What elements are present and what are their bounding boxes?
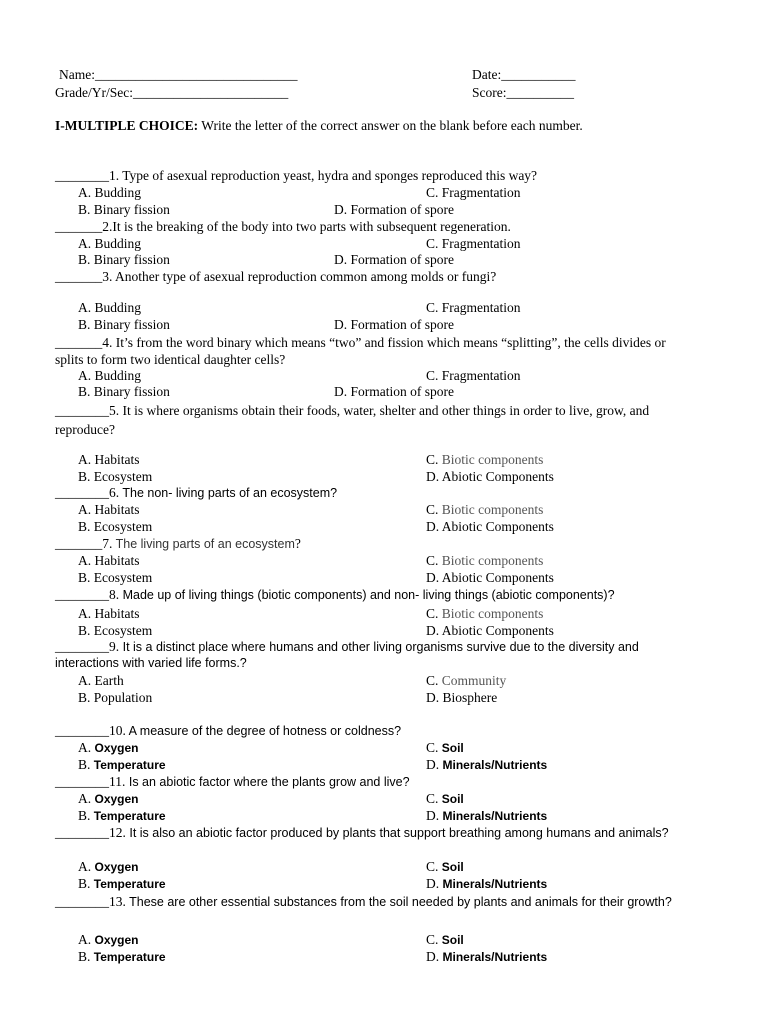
- q1-option-c[interactable]: C. Fragmentation: [426, 185, 521, 200]
- q9-option-b[interactable]: B. Population: [78, 690, 153, 705]
- q12-option-a[interactable]: A. Oxygen: [78, 859, 139, 874]
- q2-option-c[interactable]: C. Fragmentation: [426, 236, 521, 251]
- question-11-stem: ________11. Is an abiotic factor where the plants grow and live?: [55, 774, 410, 789]
- q12-option-d[interactable]: D. Minerals/Nutrients: [426, 876, 548, 891]
- score-blank[interactable]: __________: [506, 85, 574, 100]
- name-blank[interactable]: ______________________________: [95, 67, 298, 82]
- q9-option-d[interactable]: D. Biosphere: [426, 690, 498, 705]
- question-9-stem: ________9. It is a distinct place where humans and other living organisms survive due to the diversity and interactions with varied life forms.?: [55, 639, 639, 670]
- q9-option-a[interactable]: A. Earth: [78, 673, 124, 688]
- instructions: [55, 118, 583, 134]
- question-8-stem: ________8. Made up of living things (biotic components) and non- living things (abiotic components)?: [55, 587, 615, 602]
- q8-option-d[interactable]: D. Abiotic Components: [426, 623, 554, 638]
- q8-option-b[interactable]: B. Ecosystem: [78, 623, 153, 638]
- question-6-stem: ________6. The non- living parts of an ecosystem?: [55, 485, 338, 500]
- q1-option-a[interactable]: A. Budding: [78, 185, 142, 200]
- q1-option-d[interactable]: D. Formation of spore: [334, 202, 454, 217]
- question-4-stem: _______4. It’s from the word binary which means “two” and fission which means “splitting”, the cells divides or splits to form two identical daughter cells?: [55, 335, 666, 367]
- q13-option-d[interactable]: D. Minerals/Nutrients: [426, 949, 548, 964]
- q12-option-b[interactable]: B. Temperature: [78, 876, 166, 891]
- score-label: Score:__________: [472, 85, 574, 100]
- question-13-stem: ________13. These are other essential substances from the soil needed by plants and animals for their growth?: [55, 894, 672, 909]
- q6-option-d[interactable]: D. Abiotic Components: [426, 519, 554, 534]
- q7-option-b[interactable]: B. Ecosystem: [78, 570, 153, 585]
- q4-option-c[interactable]: C. Fragmentation: [426, 368, 521, 383]
- question-1-stem: ________1. Type of asexual reproduction yeast, hydra and sponges reproduced this way?: [55, 168, 538, 183]
- q7-option-a[interactable]: A. Habitats: [78, 553, 140, 568]
- q4-option-b[interactable]: B. Binary fission: [78, 384, 170, 399]
- question-12-stem: ________12. It is also an abiotic factor produced by plants that support breathing among humans and animals?: [55, 825, 669, 840]
- instructions-text: Write the letter of the correct answer on the blank before each number.: [198, 118, 583, 133]
- grade-blank[interactable]: _______________________: [132, 85, 289, 100]
- date-blank[interactable]: ___________: [501, 67, 576, 82]
- q10-option-c[interactable]: C. Soil: [426, 740, 464, 755]
- q6-option-b[interactable]: B. Ecosystem: [78, 519, 153, 534]
- q3-option-a[interactable]: A. Budding: [78, 300, 142, 315]
- q13-option-a[interactable]: A. Oxygen: [78, 932, 139, 947]
- q11-option-b[interactable]: B. Temperature: [78, 808, 166, 823]
- section-title: I-MULTIPLE CHOICE:: [55, 118, 199, 133]
- date-label: Date:___________: [472, 67, 576, 82]
- q12-option-c[interactable]: C. Soil: [426, 859, 464, 874]
- q13-option-b[interactable]: B. Temperature: [78, 949, 166, 964]
- q9-option-c[interactable]: C. Community: [426, 673, 507, 688]
- q4-option-d[interactable]: D. Formation of spore: [334, 384, 454, 399]
- q4-option-a[interactable]: A. Budding: [78, 368, 142, 383]
- q10-option-b[interactable]: B. Temperature: [78, 757, 166, 772]
- q3-option-c[interactable]: C. Fragmentation: [426, 300, 521, 315]
- question-5-stem: ________5. It is where organisms obtain their foods, water, shelter and other things in order to live, grow, and reproduce?: [55, 403, 650, 437]
- q8-option-a[interactable]: A. Habitats: [78, 606, 140, 621]
- q11-option-a[interactable]: A. Oxygen: [78, 791, 139, 806]
- q8-option-c[interactable]: C. Biotic components: [426, 606, 544, 621]
- q3-option-d[interactable]: D. Formation of spore: [334, 317, 454, 332]
- question-3-stem: _______3. Another type of asexual reproduction common among molds or fungi?: [55, 269, 497, 284]
- q5-option-b[interactable]: B. Ecosystem: [78, 469, 153, 484]
- q6-option-a[interactable]: A. Habitats: [78, 502, 140, 517]
- q2-option-b[interactable]: B. Binary fission: [78, 252, 170, 267]
- q10-option-a[interactable]: A. Oxygen: [78, 740, 139, 755]
- q10-option-d[interactable]: D. Minerals/Nutrients: [426, 757, 548, 772]
- q11-option-c[interactable]: C. Soil: [426, 791, 464, 806]
- q2-option-a[interactable]: A. Budding: [78, 236, 142, 251]
- grade-label: Grade/Yr/Sec:_______________________: [55, 85, 289, 100]
- q2-option-d[interactable]: D. Formation of spore: [334, 252, 454, 267]
- q11-option-d[interactable]: D. Minerals/Nutrients: [426, 808, 548, 823]
- q7-option-d[interactable]: D. Abiotic Components: [426, 570, 554, 585]
- q1-option-b[interactable]: B. Binary fission: [78, 202, 170, 217]
- q5-option-c[interactable]: C. Biotic components: [426, 452, 544, 467]
- q13-option-c[interactable]: C. Soil: [426, 932, 464, 947]
- q5-option-a[interactable]: A. Habitats: [78, 452, 140, 467]
- question-7-stem: _______7. The living parts of an ecosystem?: [55, 536, 301, 551]
- q7-option-c[interactable]: C. Biotic components: [426, 553, 544, 568]
- q5-option-d[interactable]: D. Abiotic Components: [426, 469, 554, 484]
- q6-option-c[interactable]: C. Biotic components: [426, 502, 544, 517]
- q3-option-b[interactable]: B. Binary fission: [78, 317, 170, 332]
- question-2-stem: _______2.It is the breaking of the body into two parts with subsequent regeneration.: [55, 219, 511, 234]
- name-label: Name:______________________________: [59, 67, 298, 82]
- question-10-stem: ________10. A measure of the degree of hotness or coldness?: [55, 723, 402, 738]
